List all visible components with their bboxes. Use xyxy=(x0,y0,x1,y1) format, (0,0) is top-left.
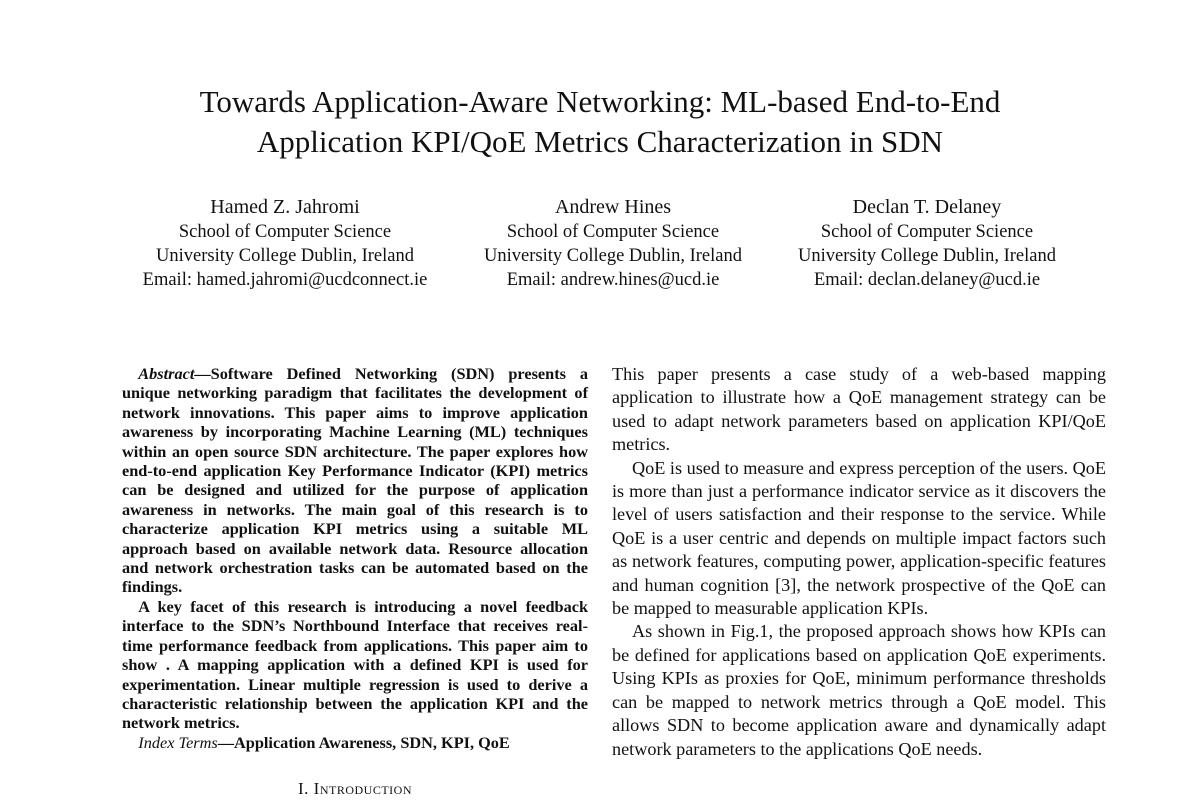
author-email: Email: declan.delaney@ucd.ie xyxy=(813,270,1041,290)
author-affiliation: University College Dublin, Ireland xyxy=(484,246,742,266)
abstract-text-1: Software Defined Networking (SDN) presents a unique networking paradigm that facilitates the development of network innovations. This paper aims to improve application awareness by incorporating Machine Learning (ML) techniques within an open source SDN architecture. The paper explores how end-to-end application Key Performance Indicator (KPI) metrics can be designed and utilized for the purpose of application awareness in networks. The main goal of this research is to characterize application KPI metrics using a suitable ML approach based on available network data. Resource allocation and network orchestration tasks can be automated based on the findings. xyxy=(122,364,588,597)
author-email: Email: hamed.jahromi@ucdconnect.ie xyxy=(142,270,428,290)
author-affiliation: University College Dublin, Ireland xyxy=(798,246,1056,266)
index-terms-label: Index Terms xyxy=(138,732,218,752)
author-dept: School of Computer Science xyxy=(820,222,1034,242)
author-1 xyxy=(115,195,455,292)
paper-title xyxy=(100,82,1100,162)
index-terms-text: —Application Awareness, SDN, KPI, QoE xyxy=(217,732,510,752)
title-line-1: Towards Application-Aware Networking: ML-based End-to-End xyxy=(199,84,1001,119)
author-name: Hamed Z. Jahromi xyxy=(210,196,360,218)
index-terms xyxy=(122,733,588,752)
author-dept: School of Computer Science xyxy=(506,222,720,242)
body-paragraph-3: As shown in Fig.1, the proposed approach shows how KPIs can be defined for applications based on application QoE experiments. Using KPIs as proxies for QoE, minimum performance thresholds can be mapped to network metrics through a QoE model. This allows SDN to become application aware and dynamically adapt network parameters to the applications QoE needs. xyxy=(612,621,1106,759)
abstract-column xyxy=(122,364,588,752)
abstract-paragraph-2: A key facet of this research is introducing a novel feedback interface to the SDN’s Northbound Interface that receives real-time performance feedback from applications. This paper aim to show . A mapping application with a defined KPI is used for experimentation. Linear multiple regression is used to derive a characteristic relationship between the application KPI and the network metrics. xyxy=(122,596,588,733)
author-name: Declan T. Delaney xyxy=(852,196,1002,218)
section-heading-introduction xyxy=(122,779,588,799)
body-paragraph-2: QoE is used to measure and express perception of the users. QoE is more than just a performance indicator service as it discovers the level of users satisfaction and their response to the service. While QoE is a user centric and depends on multiple impact factors such as network features, computing power, application-specific features and human cognition [3], the network prospective of the QoE can be mapped to measurable application KPIs. xyxy=(612,457,1106,619)
author-name: Andrew Hines xyxy=(554,196,672,218)
author-block xyxy=(0,195,1200,295)
title-line-2: Application KPI/QoE Metrics Characterization in SDN xyxy=(256,124,944,159)
abstract-paragraph-1 xyxy=(122,364,588,597)
author-affiliation: University College Dublin, Ireland xyxy=(156,246,414,266)
body-paragraph-1: This paper presents a case study of a web-based mapping application to illustrate how a QoE management strategy can be used to adapt network parameters based on application KPI/QoE metrics. xyxy=(612,364,1106,455)
right-column xyxy=(612,363,1106,761)
author-email: Email: andrew.hines@ucd.ie xyxy=(506,270,720,290)
abstract-dash: — xyxy=(194,364,211,383)
section-title: Introduction xyxy=(313,779,412,798)
author-dept: School of Computer Science xyxy=(178,222,392,242)
author-3 xyxy=(757,195,1097,292)
abstract-label: Abstract xyxy=(138,364,195,383)
author-2 xyxy=(443,195,783,292)
section-number: I. xyxy=(298,779,309,798)
